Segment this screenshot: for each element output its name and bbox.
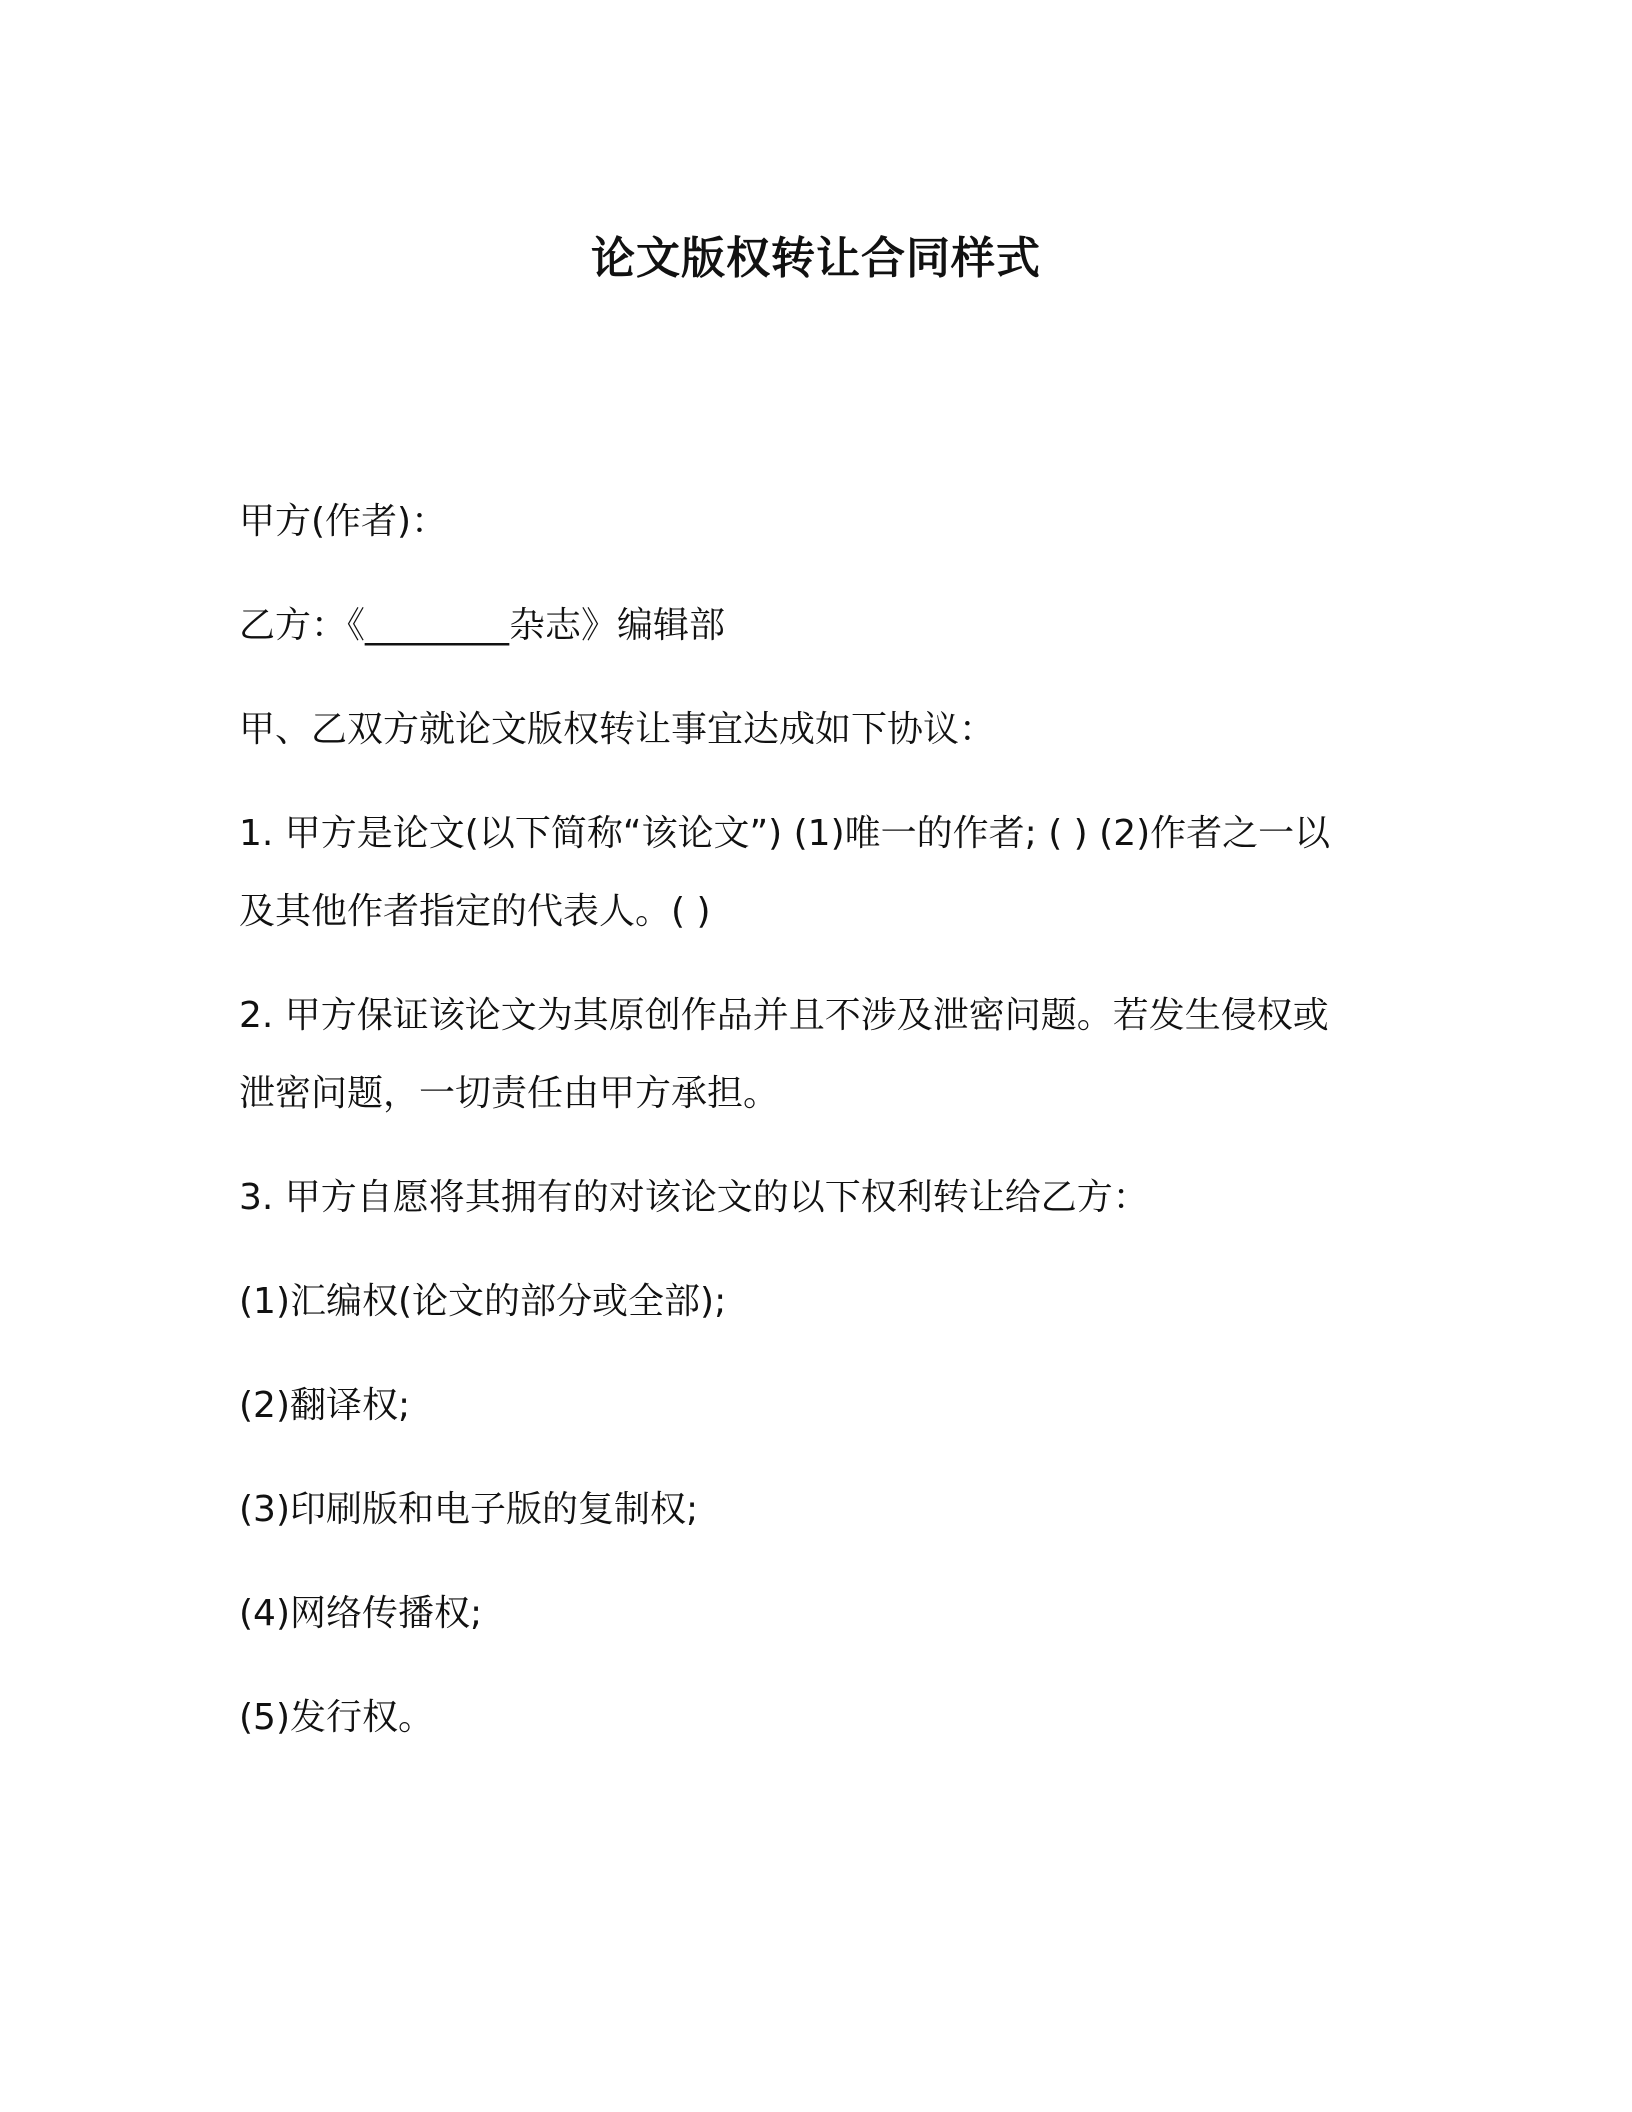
party-a-line: 甲方(作者)： [239, 501, 448, 542]
right-item: (2)翻译权; [239, 1385, 411, 1426]
clause-2-line-2: 泄密问题，一切责任由甲方承担。 [239, 1073, 780, 1114]
party-b-line: 乙方：《________杂志》编辑部 [239, 605, 726, 646]
right-item: (3)印刷版和电子版的复制权; [239, 1489, 699, 1530]
agreement-intro: 甲、乙双方就论文版权转让事宜达成如下协议： [239, 709, 996, 750]
right-item: (5)发行权。 [239, 1697, 434, 1738]
right-item: (4)网络传播权; [239, 1593, 483, 1634]
clause-2-line-1: 2. 甲方保证该论文为其原创作品并且不涉及泄密问题。若发生侵权或 [239, 995, 1329, 1036]
clause-3: 3. 甲方自愿将其拥有的对该论文的以下权利转让给乙方： [239, 1177, 1149, 1218]
clause-1-line-2: 及其他作者指定的代表人。( ) [239, 891, 711, 932]
document-title: 论文版权转让合同样式 [591, 233, 1041, 284]
right-item: (1)汇编权(论文的部分或全部); [239, 1281, 727, 1322]
clause-1-line-1: 1. 甲方是论文(以下简称“该论文”) (1)唯一的作者; ( ) (2)作者之一以 [239, 813, 1331, 854]
